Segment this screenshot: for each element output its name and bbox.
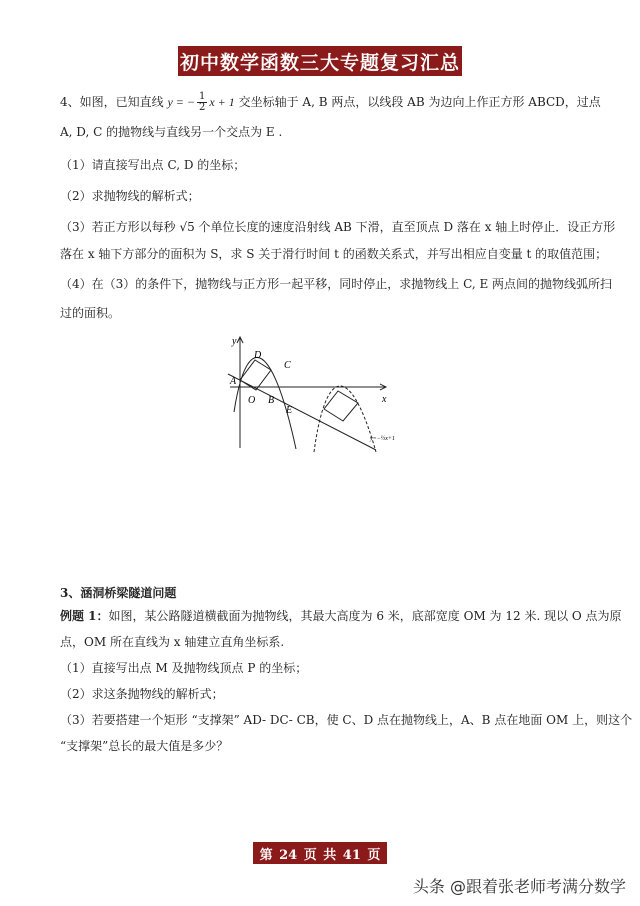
fraction-denominator: 2: [198, 102, 206, 113]
page-number-footer: [253, 842, 387, 864]
line-graph: [228, 374, 376, 450]
example1-line1: [60, 608, 622, 625]
section3-title: 3、涵洞桥梁隧道问题: [60, 586, 177, 600]
problem4-line1-suffix: 交坐标轴于 A, B 两点，以线段 AB 为边向上作正方形 ABCD，过点: [234, 95, 601, 109]
label-y: y: [232, 336, 237, 347]
label-d: D: [254, 350, 262, 361]
example1-question2: （2）求这条抛物线的解析式；: [60, 687, 224, 701]
problem4-question4-line1: （4）在（3）的条件下，抛物线与正方形一起平移，同时停止，求抛物线上 C, E 两点间的抛物线弧所扫: [60, 277, 613, 291]
example1-question1: （1）直接写出点 M 及抛物线顶点 P 的坐标；: [60, 661, 308, 675]
example1-line2: 点，OM 所在直线为 x 轴建立直角坐标系.: [60, 635, 285, 649]
page-number: 第 24 页 共 41 页: [259, 847, 381, 863]
example1-question3-line1: （3）若要搭建一个矩形 “支撑架” AD- DC- CB，使 C、D 点在抛物线上，A、B 点在地面 OM 上，则这个: [60, 713, 633, 727]
square-abcd: [240, 360, 271, 390]
example1-line1-text: 如图，某公路隧道横截面为抛物线，其最大高度为 6 米，底部宽度 OM 为 12 米. 现以 O 点为原: [108, 609, 622, 623]
watermark: 头条 @跟着张老师考满分数学: [412, 877, 626, 896]
problem4-question1: （1）请直接写出点 C, D 的坐标；: [60, 158, 246, 172]
fraction-one-half: [197, 92, 207, 113]
example1-question3-line2: “支撑架”总长的最大值是多少？: [60, 739, 229, 753]
label-c: C: [284, 360, 291, 371]
page-title-banner: [178, 46, 462, 76]
problem4-figure: [226, 334, 396, 454]
example1-label: 例题 1：: [60, 609, 109, 623]
line-equation-lhs: y = −: [167, 95, 195, 109]
problem4-line1: [60, 92, 601, 113]
label-e: E: [286, 405, 293, 416]
label-a: A: [230, 376, 237, 387]
label-line-equation: y=−½x+1: [370, 436, 395, 442]
problem4-question2: （2）求抛物线的解析式；: [60, 189, 200, 203]
page-title: 初中数学函数三大专题复习汇总: [179, 51, 460, 74]
problem4-line2: A, D, C 的抛物线与直线另一个交点为 E .: [60, 125, 283, 139]
parabola: [234, 357, 296, 449]
line-equation-rhs: x + 1: [209, 95, 235, 109]
label-x: x: [382, 394, 387, 405]
label-o: O: [248, 395, 256, 406]
label-b: B: [268, 395, 275, 406]
problem4-question3-line1: （3）若正方形以每秒 √5 个单位长度的速度沿射线 AB 下滑，直至顶点 D 落在 x 轴上时停止．设正方形: [60, 220, 616, 234]
problem4-question4-line2: 过的面积。: [60, 306, 121, 320]
problem4-question3-line2: 落在 x 轴下方部分的面积为 S，求 S 关于滑行时间 t 的函数关系式，并写出相应自变量 t 的取值范围；: [60, 247, 608, 261]
problem4-line1-prefix: 4、如图，已知直线: [60, 95, 168, 109]
fraction-numerator: 1: [198, 91, 206, 102]
